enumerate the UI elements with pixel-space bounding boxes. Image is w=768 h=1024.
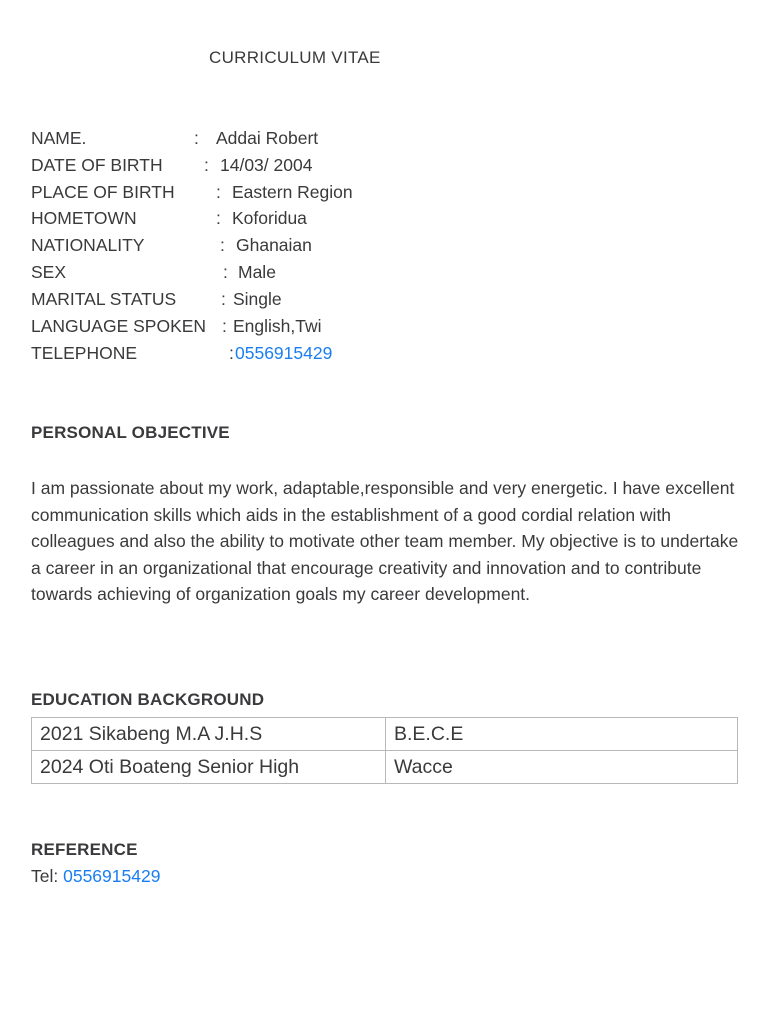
info-label-telephone: TELEPHONE [31, 343, 137, 363]
education-heading: EDUCATION BACKGROUND [31, 690, 265, 709]
table-row [32, 718, 738, 751]
info-label-language-spoken: LANGUAGE SPOKEN [31, 316, 207, 336]
info-value-language-spoken: English,Twi [233, 316, 322, 336]
telephone-link[interactable]: 0556915429 [235, 343, 333, 363]
reference-telephone-link[interactable]: 0556915429 [63, 866, 161, 886]
info-value-name: Addai Robert [216, 128, 319, 148]
info-value-hometown: Koforidua [232, 208, 307, 228]
info-label-nationality: NATIONALITY [31, 235, 145, 255]
reference-tel-line [31, 866, 160, 887]
info-colon: : [216, 182, 221, 202]
info-label-name: NAME. [31, 128, 87, 148]
info-value-nationality: Ghanaian [236, 235, 312, 255]
info-colon: : [221, 289, 226, 309]
info-label-hometown: HOMETOWN [31, 208, 137, 228]
info-colon: : [194, 128, 199, 148]
info-colon: : [223, 262, 228, 282]
info-value-sex: Male [238, 262, 276, 282]
info-value-date-of-birth: 14/03/ 2004 [220, 155, 313, 175]
info-colon: : [204, 155, 209, 175]
education-table [31, 717, 738, 784]
info-label-sex: SEX [31, 262, 67, 282]
objective-heading: PERSONAL OBJECTIVE [31, 423, 230, 442]
info-label-date-of-birth: DATE OF BIRTH [31, 155, 163, 175]
reference-heading: REFERENCE [31, 840, 138, 859]
info-value-place-of-birth: Eastern Region [232, 182, 353, 202]
education-school-cell: 2021 Sikabeng M.A J.H.S [32, 718, 386, 751]
education-school-cell: 2024 Oti Boateng Senior High [32, 751, 386, 784]
info-label-marital-status: MARITAL STATUS [31, 289, 177, 309]
education-exam-cell: Wacce [386, 751, 738, 784]
info-colon: : [216, 208, 221, 228]
reference-tel-label: Tel: [31, 866, 64, 886]
info-colon: : [229, 343, 234, 363]
info-colon: : [222, 316, 227, 336]
info-colon: : [220, 235, 225, 255]
info-value-marital-status: Single [233, 289, 282, 309]
info-label-place-of-birth: PLACE OF BIRTH [31, 182, 175, 202]
education-exam-cell: B.E.C.E [386, 718, 738, 751]
table-row [32, 751, 738, 784]
objective-paragraph: I am passionate about my work, adaptable,responsible and very energetic. I have excellent communication skills which aids in the establishment of a good cordial relation with colleagues and also the ability to motivate other team member. My objective is to undertake a career in an organizational that encourage creativity and innovation and to contribute towards achieving of organization goals my career development. [31, 478, 739, 605]
document-title: CURRICULUM VITAE [209, 48, 381, 67]
